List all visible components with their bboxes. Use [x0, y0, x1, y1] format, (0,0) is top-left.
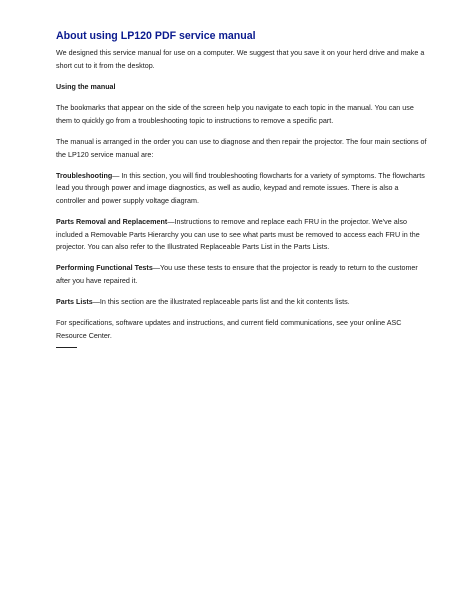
section-functional-tests [56, 262, 428, 287]
document-title: About using LP120 PDF service manual [56, 30, 256, 42]
bookmarks-paragraph: The bookmarks that appear on the side of the screen help you navigate to each topic in the manual. You can use them to quickly go from a troubleshooting topic to instructions to remove a specific part. [56, 104, 414, 125]
section-parts-lists [56, 296, 428, 309]
section-description: — In this section, you will find troubleshooting flowcharts for a variety of symptoms. The flowcharts lead you through power and image diagnostics, as well as audio, keypad and remote issues. There is also a controller and power supply voltage diagram. [56, 171, 425, 205]
arrangement-paragraph: The manual is arranged in the order you can use to diagnose and then repair the projector. The four main sections of the LP120 service manual are: [56, 137, 427, 159]
using-manual-heading: Using the manual [56, 83, 116, 92]
end-rule [56, 347, 77, 348]
section-description: —Instructions to remove and replace each FRU in the projector. We've also included a Removable Parts Hierarchy you can use to see what parts must be removed to access each FRU in the projector. You can also refer to the Illustrated Replaceable Parts List in the Parts Lists. [56, 217, 420, 252]
specifications-paragraph: For specifications, software updates and instructions, and current field communications, see your online ASC Resource Center. [56, 319, 402, 340]
intro-paragraph: We designed this service manual for use on a computer. We suggest that you save it on your herd drive and make a short cut to it from the desktop. [56, 49, 425, 70]
section-term: Troubleshooting [56, 171, 113, 180]
section-term: Parts Removal and Replacement [56, 217, 168, 226]
section-parts-removal [56, 216, 428, 254]
section-term: Performing Functional Tests [56, 264, 153, 273]
section-troubleshooting [56, 170, 428, 208]
section-term: Parts Lists [56, 297, 93, 306]
section-description: —In this section are the illustrated replaceable parts list and the kit contents lists. [92, 297, 350, 306]
document-page [56, 30, 428, 348]
section-description: —You use these tests to ensure that the projector is ready to return to the customer after you have repaired it. [56, 264, 418, 285]
